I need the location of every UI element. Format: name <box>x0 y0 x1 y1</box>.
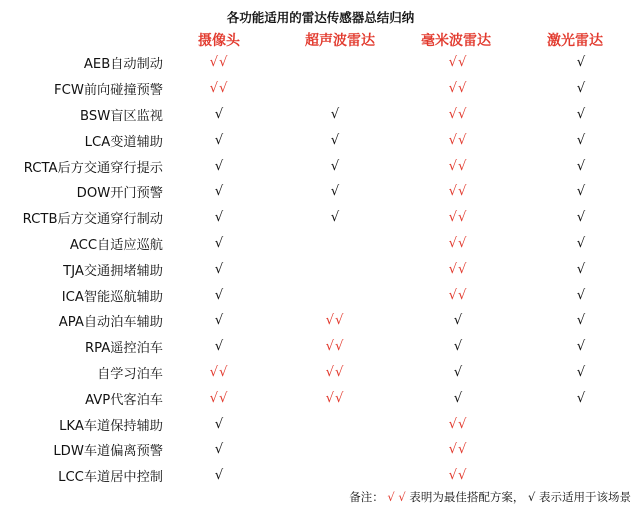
table-row <box>0 205 641 231</box>
table-row <box>0 256 641 282</box>
function-label: RPA遥控泊车 <box>84 341 163 357</box>
function-label: ACC自适应巡航 <box>69 237 163 253</box>
note-ok-text: 表示适用于该场景 <box>539 490 631 504</box>
camera-suitability-mark: √ <box>214 339 224 355</box>
table-row <box>0 76 641 102</box>
table-title: 各功能适用的雷达传感器总结归纳 <box>226 10 415 25</box>
column-header-mmwave: 毫米波雷达 <box>421 33 491 49</box>
function-label: AVP代客泊车 <box>85 392 163 408</box>
camera-suitability-mark: √ <box>214 261 224 277</box>
lidar-suitability-mark: √ <box>576 132 586 148</box>
camera-suitability-mark: √ <box>214 106 224 122</box>
ultrasonic-suitability-mark: √ <box>330 158 340 174</box>
lidar-suitability-mark: √ <box>576 339 586 355</box>
lidar-suitability-mark: √ <box>576 313 586 329</box>
lidar-suitability-mark: √ <box>576 184 586 200</box>
lidar-suitability-mark: √ <box>576 210 586 226</box>
lidar-suitability-mark <box>521 437 641 463</box>
ultrasonic-suitability-mark <box>275 437 395 463</box>
function-label: LCA变道辅助 <box>84 134 163 150</box>
camera-suitability-mark: √ <box>214 158 224 174</box>
ultrasonic-suitability-mark: √√ <box>325 339 345 355</box>
function-label: LCC车道居中控制 <box>58 470 163 486</box>
ultrasonic-suitability-mark: √ <box>330 106 340 122</box>
mmwave-suitability-mark: √ <box>453 390 463 406</box>
mmwave-suitability-mark: √√ <box>448 468 468 484</box>
ultrasonic-suitability-mark <box>275 411 395 437</box>
mmwave-suitability-mark: √√ <box>448 442 468 458</box>
camera-suitability-mark: √√ <box>209 364 229 380</box>
sensor-function-matrix <box>0 50 641 489</box>
lidar-suitability-mark: √ <box>576 81 586 97</box>
camera-suitability-mark: √ <box>214 287 224 303</box>
ultrasonic-suitability-mark: √√ <box>325 313 345 329</box>
ultrasonic-suitability-mark: √ <box>330 132 340 148</box>
lidar-suitability-mark: √ <box>576 364 586 380</box>
camera-suitability-mark: √ <box>214 468 224 484</box>
ultrasonic-suitability-mark: √ <box>330 210 340 226</box>
function-label: BSW盲区监视 <box>80 108 163 124</box>
ultrasonic-suitability-mark <box>275 50 395 76</box>
note-prefix: 备注： <box>349 490 384 504</box>
camera-suitability-mark: √ <box>214 184 224 200</box>
mmwave-suitability-mark: √√ <box>448 132 468 148</box>
lidar-suitability-mark: √ <box>576 261 586 277</box>
table-row <box>0 231 641 257</box>
lidar-suitability-mark: √ <box>576 235 586 251</box>
table-row <box>0 360 641 386</box>
ultrasonic-suitability-mark <box>275 76 395 102</box>
camera-suitability-mark: √ <box>214 313 224 329</box>
function-label: AEB自动制动 <box>83 57 163 73</box>
camera-suitability-mark: √√ <box>209 390 229 406</box>
table-row <box>0 463 641 489</box>
table-row <box>0 282 641 308</box>
mmwave-suitability-mark: √√ <box>448 184 468 200</box>
mmwave-suitability-mark: √√ <box>448 261 468 277</box>
camera-suitability-mark: √ <box>214 416 224 432</box>
mmwave-suitability-mark: √√ <box>448 158 468 174</box>
function-label: APA自动泊车辅助 <box>58 315 163 331</box>
table-row <box>0 385 641 411</box>
camera-suitability-mark: √√ <box>209 81 229 97</box>
function-label: LKA车道保持辅助 <box>59 418 163 434</box>
column-header-ultrasonic: 超声波雷达 <box>305 33 375 49</box>
function-label: RCTA后方交通穿行提示 <box>23 160 163 176</box>
ultrasonic-suitability-mark: √√ <box>325 364 345 380</box>
function-label: 自学习泊车 <box>97 366 163 382</box>
column-header-lidar: 激光雷达 <box>547 33 603 49</box>
function-label: FCW前向碰撞预警 <box>54 83 163 99</box>
mmwave-suitability-mark: √√ <box>448 287 468 303</box>
note-best-symbol: √ √ <box>387 490 406 504</box>
table-row <box>0 411 641 437</box>
ultrasonic-suitability-mark: √ <box>330 184 340 200</box>
table-row <box>0 334 641 360</box>
lidar-suitability-mark <box>521 411 641 437</box>
mmwave-suitability-mark: √ <box>453 339 463 355</box>
ultrasonic-suitability-mark: √√ <box>325 390 345 406</box>
function-label: LDW车道偏离预警 <box>53 444 163 460</box>
table-row <box>0 153 641 179</box>
ultrasonic-suitability-mark <box>275 231 395 257</box>
table-row <box>0 437 641 463</box>
mmwave-suitability-mark: √√ <box>448 235 468 251</box>
table-row <box>0 50 641 76</box>
ultrasonic-suitability-mark <box>275 463 395 489</box>
lidar-suitability-mark <box>521 463 641 489</box>
camera-suitability-mark: √√ <box>209 55 229 71</box>
lidar-suitability-mark: √ <box>576 287 586 303</box>
mmwave-suitability-mark: √√ <box>448 416 468 432</box>
camera-suitability-mark: √ <box>214 210 224 226</box>
mmwave-suitability-mark: √√ <box>448 81 468 97</box>
lidar-suitability-mark: √ <box>576 390 586 406</box>
ultrasonic-suitability-mark <box>275 256 395 282</box>
camera-suitability-mark: √ <box>214 235 224 251</box>
legend-note <box>349 489 631 505</box>
mmwave-suitability-mark: √√ <box>448 210 468 226</box>
mmwave-suitability-mark: √√ <box>448 55 468 71</box>
camera-suitability-mark: √ <box>214 132 224 148</box>
mmwave-suitability-mark: √ <box>453 313 463 329</box>
function-label: DOW开门预警 <box>76 186 163 202</box>
function-label: ICA智能巡航辅助 <box>61 289 163 305</box>
mmwave-suitability-mark: √ <box>453 364 463 380</box>
function-label: RCTB后方交通穿行制动 <box>22 212 163 228</box>
note-ok-symbol: √ <box>528 490 536 504</box>
table-row <box>0 127 641 153</box>
table-row <box>0 102 641 128</box>
function-label: TJA交通拥堵辅助 <box>63 263 163 279</box>
camera-suitability-mark: √ <box>214 442 224 458</box>
ultrasonic-suitability-mark <box>275 282 395 308</box>
mmwave-suitability-mark: √√ <box>448 106 468 122</box>
lidar-suitability-mark: √ <box>576 55 586 71</box>
column-header-camera: 摄像头 <box>198 33 240 49</box>
lidar-suitability-mark: √ <box>576 158 586 174</box>
table-row <box>0 179 641 205</box>
note-best-text: 表明为最佳搭配方案， <box>409 490 525 504</box>
lidar-suitability-mark: √ <box>576 106 586 122</box>
table-row <box>0 308 641 334</box>
